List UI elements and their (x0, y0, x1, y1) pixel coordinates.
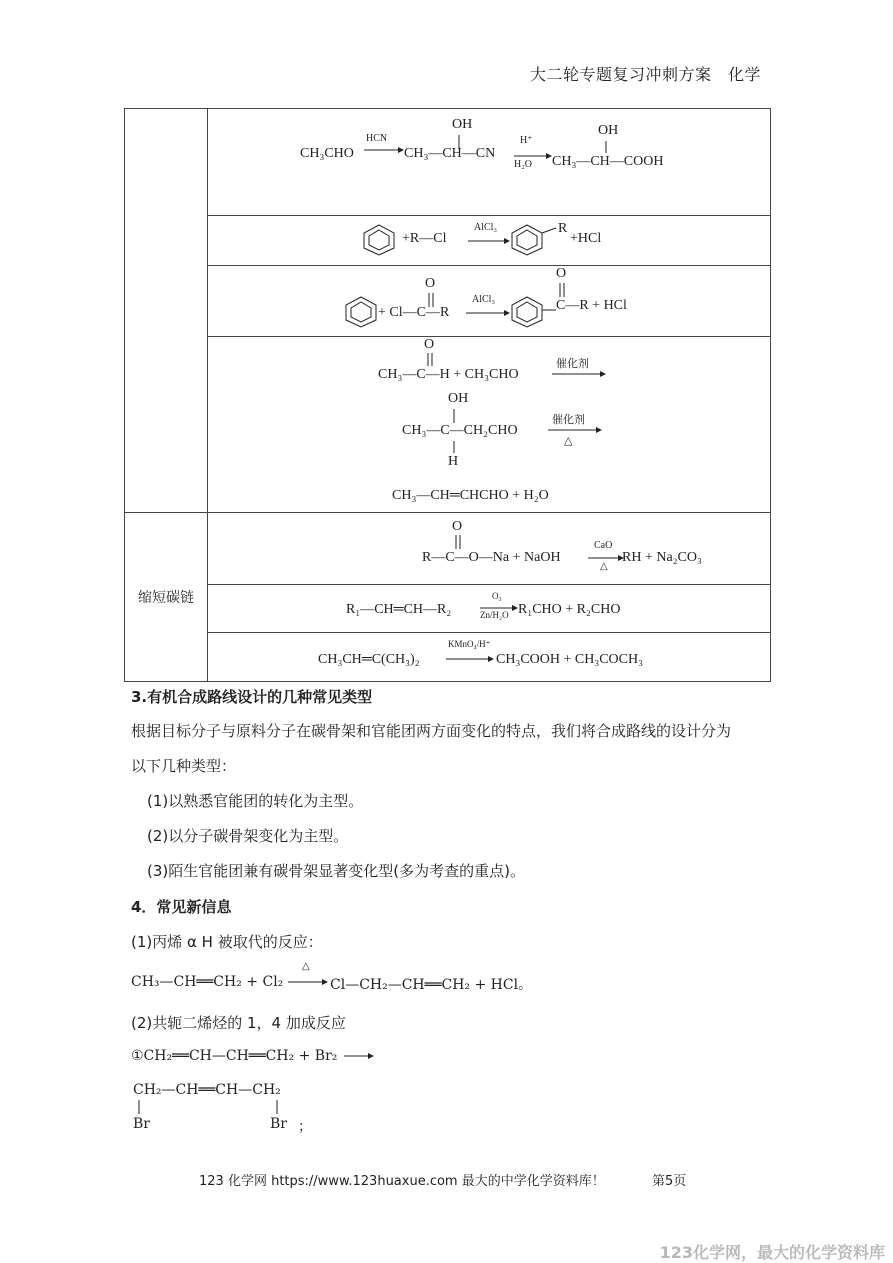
substituent-h: H (448, 454, 459, 469)
benzene-ring-icon (344, 296, 378, 328)
reaction-row-friedel-crafts-alkylation (208, 216, 771, 266)
carbonyl-o: O (452, 519, 463, 534)
bond-line (453, 441, 455, 453)
condition: H₂O (514, 159, 532, 170)
product: R₁CHO + R₂CHO (518, 602, 621, 617)
aldol-reactants: CH₃—C—H + CH₃CHO (378, 367, 519, 382)
bond-line (276, 1100, 278, 1114)
reactant: R—C—O—Na + NaOH (422, 550, 561, 565)
reaction-row-cyanohydrin (208, 109, 771, 216)
condition: O₃ (492, 591, 502, 601)
condition: CaO (594, 540, 613, 551)
list-item: (2)以分子碳骨架变化为主型。 (147, 827, 349, 845)
reaction-row-decarboxylation (208, 513, 771, 585)
bond-line (138, 1100, 140, 1114)
double-bond (427, 353, 433, 366)
substituent-oh: OH (452, 117, 473, 132)
carbonyl-o: O (424, 337, 435, 352)
condition: AlCl₃ (472, 294, 495, 305)
substituent-oh: OH (448, 391, 469, 406)
aldol-product: CH₃—CH═CHCHO + H₂O (392, 488, 549, 503)
equation-1-left: CH₃—CH══CH₂ + Cl₂ (131, 974, 284, 990)
product: C—R + HCl (556, 298, 627, 313)
product: RH + Na₂CO₃ (622, 550, 702, 565)
heat-symbol: △ (564, 435, 573, 447)
substituent-r: R (558, 221, 568, 236)
double-bond (455, 535, 461, 549)
condition: H⁺ (520, 135, 533, 146)
watermark: 123化学网，最大的化学资料库 (659, 1243, 885, 1262)
category-cell-empty (125, 109, 208, 513)
reaction-table (124, 108, 771, 682)
reaction-arrow (344, 1051, 374, 1061)
intermediate: CH₃—CH—CN (404, 146, 496, 161)
heat-symbol: △ (600, 561, 608, 572)
reactant: CH₃CH═C(CH₃)₂ (318, 652, 420, 667)
reagent: + Cl—C—R (378, 305, 450, 320)
bond-line (605, 141, 607, 153)
section-3-heading: 3.有机合成路线设计的几种常见类型 (131, 688, 373, 706)
condition: AlCl₃ (474, 222, 497, 233)
reaction-arrow (548, 425, 602, 435)
product: CH₃—CH—COOH (552, 154, 664, 169)
equation-2: ①CH₂══CH—CH══CH₂ + Br₂ (131, 1048, 338, 1064)
benzene-ring-icon (362, 224, 396, 256)
section-4-subheading-2: (2)共轭二烯烃的 1，4 加成反应 (131, 1014, 346, 1032)
reaction-arrow (552, 369, 606, 379)
reaction-arrow (468, 236, 510, 246)
heat-symbol: △ (302, 961, 310, 972)
carbonyl-o: O (425, 276, 436, 291)
substituent-br: Br (270, 1116, 287, 1132)
substituent-oh: OH (598, 123, 619, 138)
footer-text: 123 化学网 https://www.123huaxue.com 最大的中学化学资料库！ (199, 1174, 605, 1189)
benzene-ring-icon (510, 296, 558, 328)
section-3-paragraph-line1: 根据目标分子与原料分子在碳骨架和官能团两方面变化的特点，我们将合成路线的设计分为 (131, 722, 732, 740)
reaction-arrow (446, 654, 494, 664)
reaction-row-ozonolysis (208, 585, 771, 633)
reaction-row-aldol (208, 337, 771, 513)
catalyst-label: 催化剂 (556, 358, 589, 370)
equation-1-right: Cl—CH₂—CH══CH₂ + HCl。 (330, 977, 533, 993)
punctuation: ； (298, 1119, 312, 1135)
reagent: +R—Cl (402, 231, 447, 246)
bond-line (453, 409, 455, 423)
section-4-subheading-1: (1)丙烯 α H 被取代的反应： (131, 933, 323, 951)
reaction-row-friedel-crafts-acylation (208, 266, 771, 337)
double-bond (559, 283, 565, 297)
section-4-heading: 4．常见新信息 (131, 898, 232, 916)
reaction-arrow (364, 145, 404, 155)
substituent-br: Br (133, 1116, 150, 1132)
page-header-title: 大二轮专题复习冲刺方案 化学 (529, 65, 761, 84)
reaction-arrow (466, 308, 510, 318)
list-item: (1)以熟悉官能团的转化为主型。 (147, 792, 364, 810)
product: CH₃COOH + CH₃COCH₃ (496, 652, 643, 667)
carbonyl-o: O (556, 266, 567, 281)
condition: KMnO₄/H⁺ (448, 639, 491, 649)
aldol-intermediate: CH₃—C—CH₂CHO (402, 423, 518, 438)
page-number: 第5页 (652, 1174, 687, 1189)
byproduct: +HCl (570, 231, 602, 246)
reaction-arrow (288, 977, 328, 987)
category-shorten-chain: 缩短碳链 (125, 513, 208, 682)
condition: Zn/H₂O (480, 610, 509, 620)
catalyst-label: 催化剂 (552, 414, 585, 426)
benzene-ring-icon (510, 224, 560, 256)
condition: HCN (366, 133, 388, 144)
section-3-paragraph-line2: 以下几种类型： (131, 757, 237, 775)
list-item: (3)陌生官能团兼有碳骨架显著变化型(多为考查的重点)。 (147, 862, 525, 880)
addition-product: CH₂—CH══CH—CH₂ (133, 1082, 281, 1098)
reactant: R₁—CH═CH—R₂ (346, 602, 452, 617)
reactant: CH₃CHO (300, 146, 354, 161)
reaction-row-permanganate-oxidation (208, 633, 771, 682)
